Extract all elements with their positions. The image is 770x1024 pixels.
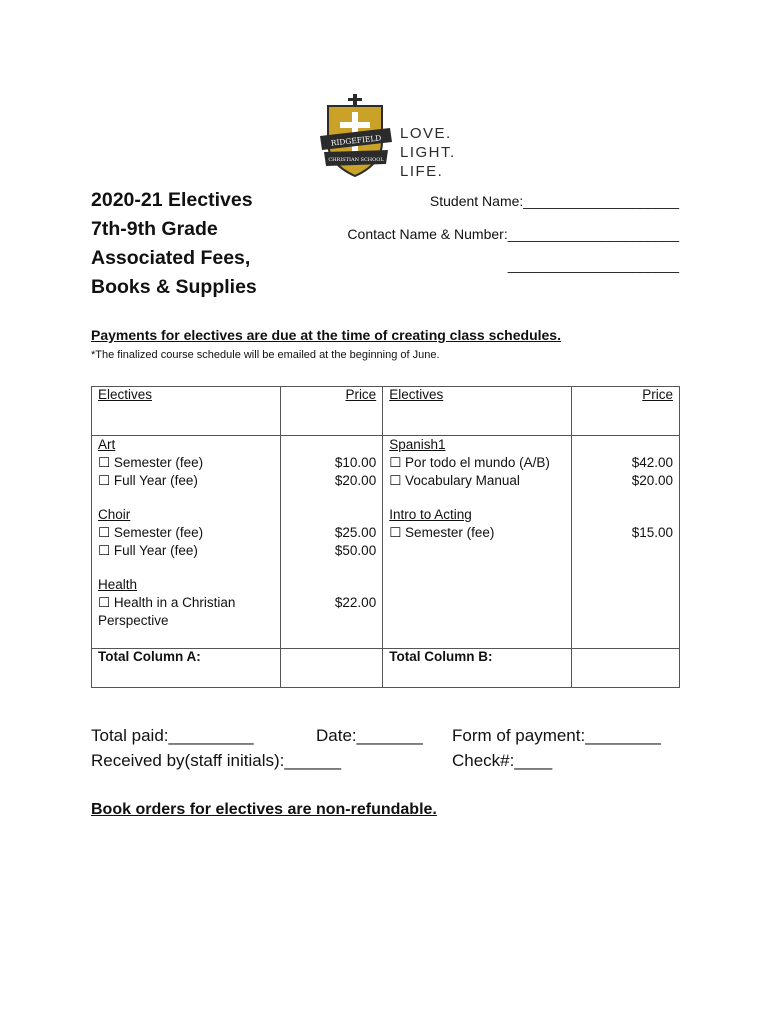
contact-field[interactable]: Contact Name & Number:______________________ xyxy=(347,226,679,242)
title-line-4: Books & Supplies xyxy=(91,276,257,298)
art-full-year-checkbox[interactable]: ☐ Full Year (fee) xyxy=(98,473,198,488)
price-acting-semester: $15.00 xyxy=(631,525,673,540)
choir-full-year-checkbox[interactable]: ☐ Full Year (fee) xyxy=(98,543,198,558)
total-column-a-label: Total Column A: xyxy=(92,649,281,688)
contact-extra-line[interactable]: ______________________ xyxy=(507,257,679,273)
column-a-prices xyxy=(280,436,382,649)
totals-row xyxy=(92,649,680,688)
price-choir-semester: $25.00 xyxy=(334,525,377,540)
elective-spanish: Spanish1 xyxy=(389,437,446,452)
price-art-semester: $10.00 xyxy=(334,455,377,470)
price-choir-full-year: $50.00 xyxy=(334,543,377,558)
check-number-field[interactable]: Check#:____ xyxy=(452,751,553,770)
header-price-a xyxy=(280,387,382,436)
header-electives-a xyxy=(92,387,281,436)
tagline-love: LOVE. xyxy=(400,125,452,142)
title-line-2: 7th-9th Grade xyxy=(91,218,218,240)
health-christian-checkbox[interactable]: ☐ Health in a Christian xyxy=(98,595,236,610)
header-price-b-label: Price xyxy=(642,387,673,402)
header-price-a-label: Price xyxy=(345,387,377,402)
tagline-light: LIGHT. xyxy=(400,144,456,161)
header-price-b xyxy=(572,387,680,436)
health-christian-label-cont: Perspective xyxy=(98,613,169,628)
spanish-textbook-checkbox[interactable]: ☐ Por todo el mundo (A/B) xyxy=(389,455,550,470)
acting-semester-checkbox[interactable]: ☐ Semester (fee) xyxy=(389,525,495,540)
form-of-payment-field[interactable]: Form of payment:________ xyxy=(452,726,661,745)
price-art-full-year: $20.00 xyxy=(334,473,377,488)
column-b-electives xyxy=(383,436,572,649)
title-line-1: 2020-21 Electives xyxy=(91,189,253,211)
tagline-life: LIFE. xyxy=(400,163,444,180)
total-column-a-value[interactable] xyxy=(280,649,382,688)
date-field[interactable]: Date:_______ xyxy=(316,726,423,745)
table-row xyxy=(92,436,680,649)
art-semester-checkbox[interactable]: ☐ Semester (fee) xyxy=(98,455,204,470)
refund-note: Book orders for electives are non-refundable. xyxy=(91,801,437,818)
choir-semester-checkbox[interactable]: ☐ Semester (fee) xyxy=(98,525,204,540)
total-paid-field[interactable]: Total paid:_________ xyxy=(91,726,254,745)
fees-table xyxy=(91,386,680,688)
spanish-vocab-checkbox[interactable]: ☐ Vocabulary Manual xyxy=(389,473,520,488)
schedule-note: *The finalized course schedule will be emailed at the beginning of June. xyxy=(91,349,440,361)
logo-tagline xyxy=(400,124,456,181)
total-column-b-value[interactable] xyxy=(572,649,680,688)
student-name-field[interactable]: Student Name:____________________ xyxy=(429,193,679,209)
price-spanish-vocab: $20.00 xyxy=(631,473,673,488)
total-column-b-label: Total Column B: xyxy=(383,649,572,688)
table-header-row xyxy=(92,387,680,436)
column-b-prices xyxy=(572,436,680,649)
header-electives-b-label: Electives xyxy=(389,387,444,402)
elective-choir: Choir xyxy=(98,507,131,522)
elective-acting: Intro to Acting xyxy=(389,507,472,522)
title-line-3: Associated Fees, xyxy=(91,247,251,269)
page-title xyxy=(91,186,257,302)
payment-note: Payments for electives are due at the time of creating class schedules. xyxy=(91,327,561,343)
received-by-field[interactable]: Received by(staff initials):______ xyxy=(91,751,342,770)
header-electives-b xyxy=(383,387,572,436)
price-health: $22.00 xyxy=(334,595,377,610)
price-spanish-textbook: $42.00 xyxy=(631,455,673,470)
header-electives-a-label: Electives xyxy=(98,387,153,402)
column-a-electives xyxy=(92,436,281,649)
elective-health: Health xyxy=(98,577,138,592)
seal-text-bottom: CHRISTIAN SCHOOL xyxy=(328,157,384,163)
seal-text-top: RIDGEFIELD xyxy=(330,133,382,148)
elective-art: Art xyxy=(98,437,116,452)
